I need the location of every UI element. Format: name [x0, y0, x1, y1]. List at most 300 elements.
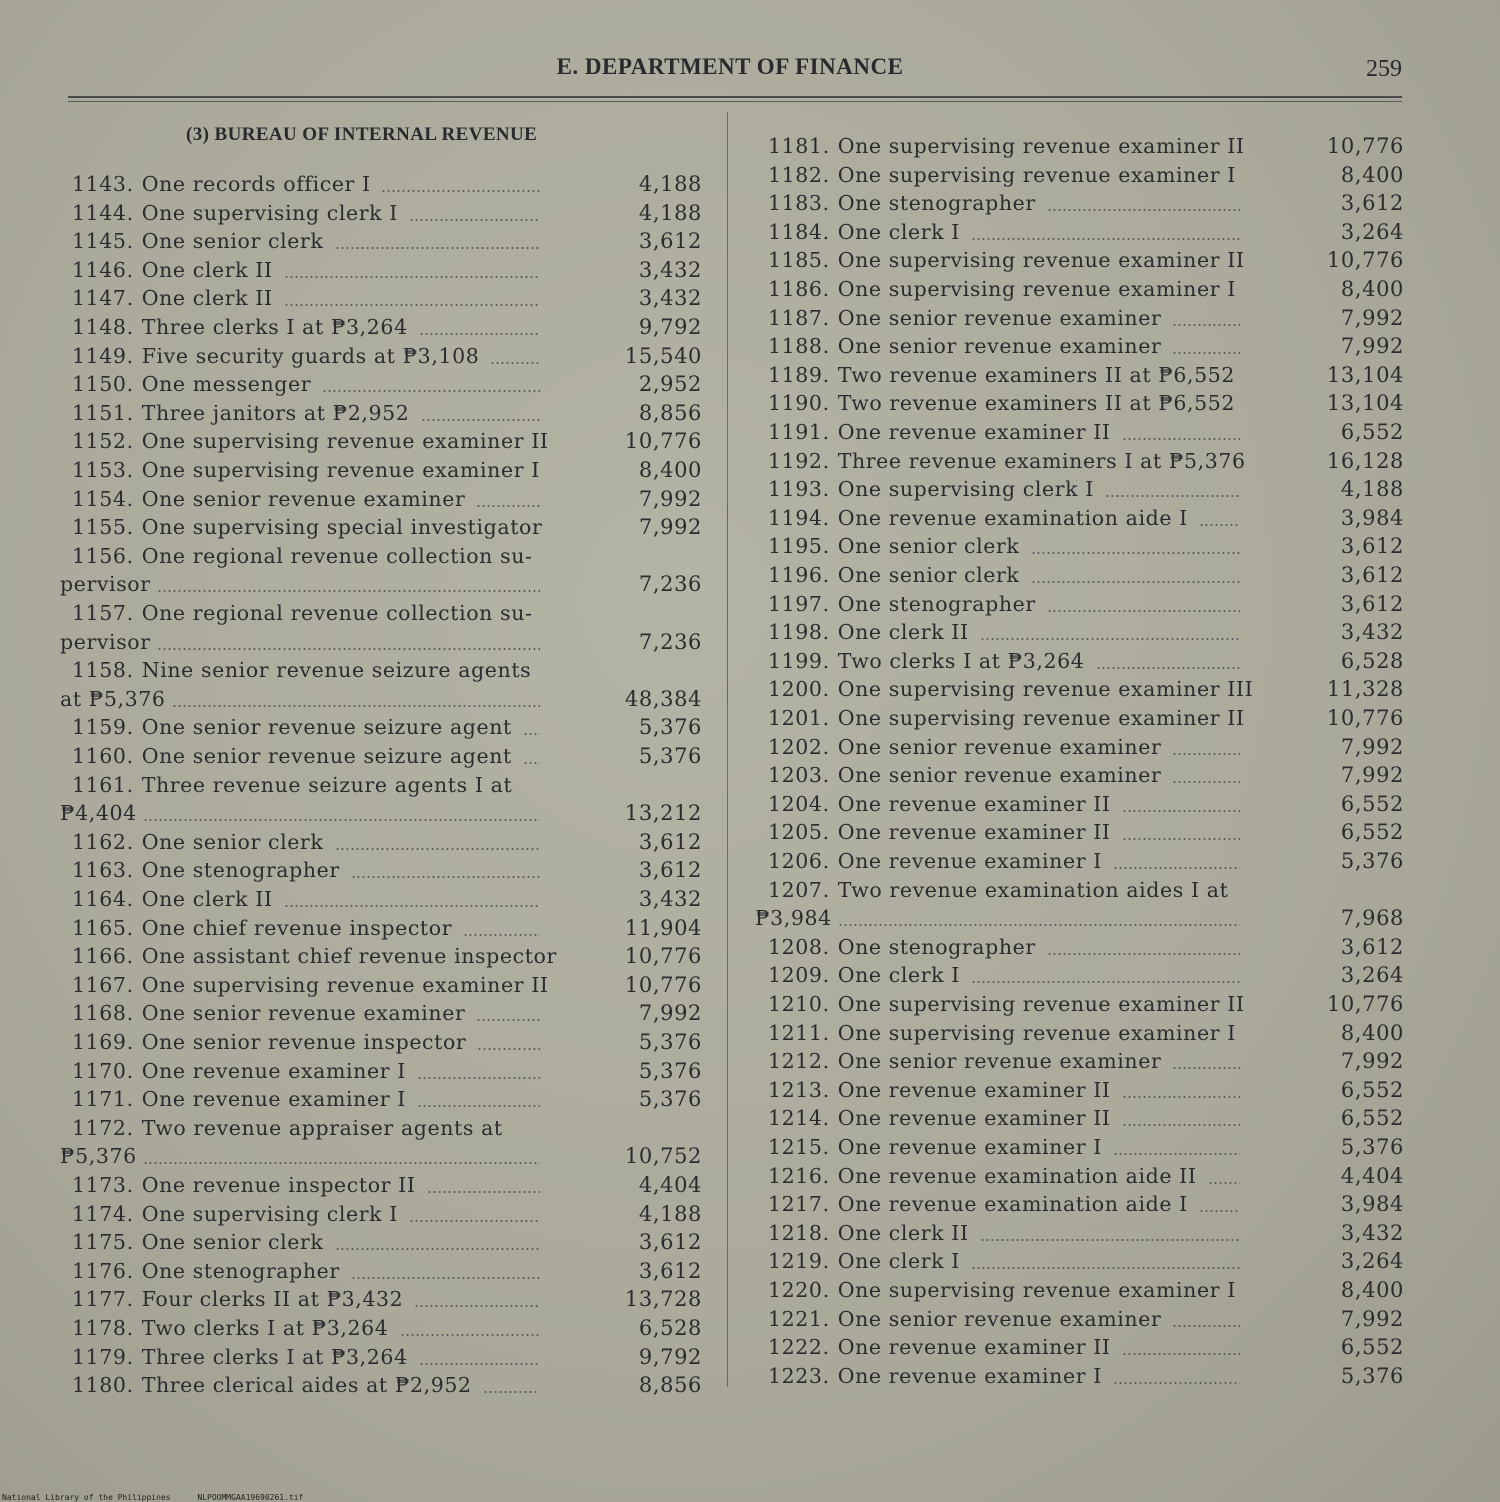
item-description: One clerk I	[837, 1249, 960, 1274]
item-amount: 5,376	[638, 715, 702, 740]
item-amount: 5,376	[638, 1058, 702, 1083]
item-description: One supervising revenue examiner II	[141, 972, 549, 997]
leader-dots	[476, 1019, 540, 1021]
item-number: 1155.	[72, 515, 134, 540]
item-description: One revenue examiner II	[837, 1335, 1111, 1360]
item-description: One stenographer	[141, 1258, 340, 1283]
leader-dots	[1172, 1067, 1240, 1069]
item-number: 1146.	[72, 257, 134, 282]
item-amount: 5,376	[638, 1087, 702, 1112]
item-number: 1144.	[72, 200, 134, 225]
item-number: 1194.	[768, 505, 830, 530]
item-description: One supervising revenue examiner II	[837, 134, 1245, 158]
item-description: Two clerks I at ₱3,264	[141, 1316, 389, 1340]
leader-dots	[381, 190, 540, 192]
leader-dots	[980, 638, 1240, 640]
item-amount: 4,188	[1340, 477, 1404, 502]
item-amount: 3,432	[638, 286, 702, 311]
item-number: 1176.	[72, 1258, 134, 1283]
item-description-continued: at ₱5,376	[60, 686, 166, 711]
item-amount: 8,400	[1340, 277, 1404, 301]
item-description: One clerk II	[141, 257, 273, 282]
leader-dots	[284, 304, 540, 306]
item-amount: 5,376	[638, 744, 702, 768]
item-description: One messenger	[141, 372, 312, 397]
item-amount: 3,432	[638, 257, 702, 282]
leader-dots	[523, 733, 540, 735]
item-description-continued: pervisor	[60, 629, 151, 654]
leader-dots	[421, 419, 540, 421]
item-description: One stenographer	[837, 591, 1036, 616]
item-amount: 7,992	[1340, 1049, 1404, 1074]
item-number: 1143.	[72, 172, 134, 196]
item-number: 1181.	[768, 134, 830, 158]
item-description: One assistant chief revenue inspector	[141, 944, 557, 969]
item-number: 1222.	[768, 1335, 830, 1360]
leader-dots	[1172, 753, 1240, 755]
item-number: 1203.	[768, 763, 830, 788]
item-number: 1186.	[768, 277, 830, 301]
item-number: 1168.	[72, 1001, 134, 1026]
item-number: 1195.	[768, 534, 830, 559]
item-amount: 3,264	[1340, 219, 1404, 244]
leader-dots	[1122, 438, 1240, 440]
item-amount: 6,552	[1340, 420, 1404, 444]
item-amount: 3,612	[638, 858, 702, 883]
leader-dots	[409, 1220, 540, 1222]
item-number: 1149.	[72, 343, 134, 368]
item-number: 1158.	[72, 658, 134, 683]
item-amount: 11,904	[624, 915, 702, 940]
item-number: 1169.	[72, 1030, 134, 1054]
leader-dots	[409, 219, 540, 221]
item-number: 1223.	[768, 1363, 830, 1388]
item-description: Two clerks I at ₱3,264	[837, 648, 1085, 673]
item-description: One revenue examiner II	[837, 820, 1111, 845]
item-description: One supervising revenue examiner I	[141, 458, 540, 482]
item-amount: 8,400	[1340, 1020, 1404, 1045]
item-number: 1160.	[72, 744, 134, 768]
item-amount: 3,432	[1340, 1220, 1404, 1245]
item-description: One senior revenue examiner	[837, 734, 1162, 759]
item-description: One revenue examiner II	[837, 420, 1111, 444]
leader-dots	[419, 1363, 540, 1365]
item-amount: 5,376	[638, 1030, 702, 1054]
item-number: 1166.	[72, 944, 134, 969]
item-amount: 3,264	[1340, 963, 1404, 988]
item-number: 1165.	[72, 915, 134, 940]
item-amount: 13,212	[624, 801, 702, 826]
leader-dots	[463, 934, 540, 936]
item-description: One regional revenue collection su-	[141, 543, 533, 568]
item-description: One supervising clerk I	[141, 200, 398, 225]
item-number: 1171.	[72, 1087, 134, 1112]
item-number: 1204.	[768, 791, 830, 816]
item-amount: 10,776	[1326, 248, 1404, 273]
item-description: One chief revenue inspector	[141, 915, 453, 940]
item-amount: 7,992	[638, 1001, 702, 1026]
item-description: Two revenue examination aides I at	[837, 877, 1229, 902]
item-description: One supervising revenue examiner II	[837, 248, 1245, 273]
item-description: One senior revenue seizure agent	[141, 744, 512, 768]
item-description: Two revenue examiners II at ₱6,552	[837, 391, 1236, 416]
item-number: 1174.	[72, 1201, 134, 1226]
item-amount: 10,776	[624, 429, 702, 454]
leader-dots	[1172, 781, 1240, 783]
item-description: One revenue examiner II	[837, 1106, 1111, 1131]
leader-dots	[351, 876, 540, 878]
item-number: 1214.	[768, 1106, 830, 1131]
leader-dots	[427, 1191, 540, 1193]
leader-dots	[322, 390, 540, 392]
leader-dots	[335, 1248, 540, 1250]
item-number: 1162.	[72, 829, 134, 854]
item-number: 1202.	[768, 734, 830, 759]
item-amount: 3,612	[638, 229, 702, 254]
item-number: 1216.	[768, 1163, 830, 1188]
item-description: One supervising revenue examiner III	[837, 677, 1254, 702]
item-description: One senior revenue examiner	[837, 1049, 1162, 1074]
item-amount: 3,612	[638, 829, 702, 854]
item-amount: 6,552	[1340, 820, 1404, 845]
item-amount: 7,992	[1340, 305, 1404, 330]
item-amount: 6,552	[1340, 1335, 1404, 1360]
item-amount: 7,992	[638, 486, 702, 511]
item-amount: 10,752	[624, 1144, 702, 1169]
leader-dots	[284, 905, 540, 907]
item-description: One records officer I	[141, 172, 371, 196]
column-divider	[727, 112, 728, 1387]
item-amount: 10,776	[1326, 134, 1404, 158]
item-description: One revenue examiner II	[837, 791, 1111, 816]
leader-dots	[1031, 552, 1240, 554]
item-description: Nine senior revenue seizure agents	[141, 658, 532, 683]
item-description: One revenue examiner I	[837, 849, 1102, 873]
item-amount: 4,188	[638, 200, 702, 225]
item-amount: 16,128	[1326, 448, 1404, 473]
leader-dots	[414, 1305, 540, 1307]
item-amount: 8,400	[1340, 162, 1404, 187]
item-description: One revenue inspector II	[141, 1173, 416, 1197]
item-number: 1179.	[72, 1344, 134, 1369]
leader-dots	[419, 333, 540, 335]
leader-dots	[1122, 838, 1240, 840]
item-description: One senior revenue inspector	[141, 1030, 467, 1054]
item-amount: 10,776	[1326, 706, 1404, 730]
item-number: 1192.	[768, 448, 830, 473]
item-number: 1170.	[72, 1058, 134, 1083]
item-amount: 10,776	[1326, 992, 1404, 1016]
item-description: One supervising clerk I	[141, 1201, 398, 1226]
leader-dots	[483, 1391, 540, 1393]
leader-dots	[157, 648, 540, 650]
item-number: 1193.	[768, 477, 830, 502]
item-description: One clerk I	[837, 219, 960, 244]
leader-dots	[1105, 495, 1240, 497]
leader-dots	[1113, 1382, 1240, 1384]
item-amount: 7,992	[1340, 763, 1404, 788]
scan-footer	[2, 1493, 325, 1502]
item-description: One revenue examination aide I	[837, 1192, 1188, 1217]
item-number: 1173.	[72, 1173, 134, 1197]
item-number: 1210.	[768, 992, 830, 1016]
item-description: One supervising clerk I	[837, 477, 1094, 502]
item-number: 1180.	[72, 1373, 134, 1398]
item-number: 1221.	[768, 1306, 830, 1331]
item-description-continued: ₱5,376	[60, 1144, 137, 1169]
item-description: Five security guards at ₱3,108	[141, 343, 480, 368]
item-amount: 13,104	[1326, 391, 1404, 416]
item-amount: 7,992	[1340, 1306, 1404, 1331]
leader-dots	[1047, 209, 1240, 211]
item-description: One stenographer	[141, 858, 340, 883]
item-description: One senior revenue examiner	[837, 1306, 1162, 1331]
item-amount: 3,612	[638, 1230, 702, 1255]
item-number: 1211.	[768, 1020, 830, 1045]
item-amount: 3,612	[1340, 591, 1404, 616]
item-number: 1161.	[72, 772, 134, 797]
item-amount: 10,776	[624, 944, 702, 969]
item-description: One clerk II	[141, 887, 273, 911]
item-amount: 8,400	[638, 458, 702, 482]
leader-dots	[476, 505, 540, 507]
leader-dots	[1122, 810, 1240, 812]
item-amount: 13,104	[1326, 362, 1404, 387]
item-number: 1177.	[72, 1287, 134, 1312]
leader-dots	[1113, 1153, 1240, 1155]
item-number: 1172.	[72, 1115, 134, 1140]
item-description: One supervising revenue examiner II	[141, 429, 549, 454]
item-description: One clerk II	[837, 620, 969, 645]
item-description: One senior clerk	[141, 829, 324, 854]
item-amount: 5,376	[1340, 1363, 1404, 1388]
item-description: One supervising revenue examiner II	[837, 706, 1245, 730]
item-amount: 4,404	[1340, 1163, 1404, 1188]
leader-dots	[400, 1334, 540, 1336]
section-heading: (3) BUREAU OF INTERNAL REVENUE	[186, 124, 538, 145]
item-description: One senior clerk	[141, 1230, 324, 1255]
item-description: Four clerks II at ₱3,432	[141, 1287, 404, 1312]
leader-dots	[1122, 1353, 1240, 1355]
item-description: One senior clerk	[141, 229, 324, 254]
item-number: 1218.	[768, 1220, 830, 1245]
item-description: Three revenue examiners I at ₱5,376	[837, 448, 1246, 473]
item-number: 1212.	[768, 1049, 830, 1074]
item-description: One supervising revenue examiner II	[837, 992, 1245, 1016]
item-amount: 7,992	[638, 515, 702, 540]
leader-dots	[1031, 581, 1240, 583]
item-description-continued: ₱4,404	[60, 801, 137, 826]
item-description: One senior clerk	[837, 563, 1020, 587]
leader-dots	[1047, 953, 1240, 955]
scan-filename: NLPOOMMGAA19690261.tif	[197, 1493, 304, 1502]
item-number: 1156.	[72, 543, 134, 568]
item-description: One clerk II	[141, 286, 273, 311]
item-amount: 10,776	[624, 972, 702, 997]
item-amount: 8,856	[638, 1373, 702, 1398]
item-number: 1178.	[72, 1316, 134, 1340]
item-number: 1152.	[72, 429, 134, 454]
leader-dots	[1208, 1182, 1240, 1184]
item-description: Three clerks I at ₱3,264	[141, 315, 408, 339]
item-description: One revenue examiner I	[141, 1087, 406, 1112]
item-description: Three revenue seizure agents I at	[141, 772, 513, 797]
item-number: 1164.	[72, 887, 134, 911]
item-description: One revenue examiner II	[837, 1077, 1111, 1102]
item-amount: 3,612	[1340, 563, 1404, 587]
item-number: 1175.	[72, 1230, 134, 1255]
item-number: 1182.	[768, 162, 830, 187]
item-amount: 6,528	[638, 1316, 702, 1340]
leader-dots	[971, 238, 1240, 240]
item-description: One senior revenue examiner	[837, 334, 1162, 359]
item-number: 1213.	[768, 1077, 830, 1102]
item-number: 1189.	[768, 362, 830, 387]
item-description: One supervising revenue examiner I	[837, 162, 1236, 187]
leader-dots	[1172, 324, 1240, 326]
item-number: 1205.	[768, 820, 830, 845]
item-number: 1187.	[768, 305, 830, 330]
leader-dots	[1047, 610, 1240, 612]
item-description: One supervising revenue examiner I	[837, 1278, 1236, 1302]
item-number: 1190.	[768, 391, 830, 416]
item-description: One supervising revenue examiner I	[837, 277, 1236, 301]
leader-dots	[1122, 1096, 1240, 1098]
leader-dots	[172, 705, 540, 707]
item-description: Three clerical aides at ₱2,952	[141, 1373, 472, 1398]
leader-dots	[1096, 667, 1240, 669]
item-description: One clerk II	[837, 1220, 969, 1245]
item-number: 1199.	[768, 648, 830, 673]
item-amount: 4,404	[638, 1173, 702, 1197]
item-description: One revenue examiner I	[141, 1058, 406, 1083]
item-amount: 7,968	[1340, 906, 1404, 931]
item-amount: 3,612	[638, 1258, 702, 1283]
item-amount: 8,856	[638, 400, 702, 425]
item-number: 1209.	[768, 963, 830, 988]
item-description: One revenue examiner I	[837, 1363, 1102, 1388]
header-rule	[68, 96, 1402, 98]
item-amount: 4,188	[638, 172, 702, 196]
item-amount: 6,528	[1340, 648, 1404, 673]
item-number: 1207.	[768, 877, 830, 902]
item-amount: 7,992	[1340, 734, 1404, 759]
item-number: 1145.	[72, 229, 134, 254]
library-credit: National Library of the Philippines	[2, 1493, 171, 1502]
item-number: 1191.	[768, 420, 830, 444]
item-number: 1153.	[72, 458, 134, 482]
item-amount: 3,264	[1340, 1249, 1404, 1274]
item-number: 1200.	[768, 677, 830, 702]
item-number: 1163.	[72, 858, 134, 883]
item-description: Two revenue examiners II at ₱6,552	[837, 362, 1236, 387]
leader-dots	[143, 1162, 540, 1164]
item-number: 1183.	[768, 191, 830, 216]
leader-dots	[1172, 352, 1240, 354]
item-amount: 6,552	[1340, 791, 1404, 816]
item-description-continued: ₱3,984	[755, 906, 832, 931]
item-description: Three janitors at ₱2,952	[141, 400, 410, 425]
item-number: 1147.	[72, 286, 134, 311]
item-amount: 9,792	[638, 1344, 702, 1369]
item-description: One senior revenue examiner	[141, 486, 466, 511]
item-amount: 3,432	[1340, 620, 1404, 645]
item-description: One senior revenue examiner	[141, 1001, 466, 1026]
item-number: 1196.	[768, 563, 830, 587]
item-amount: 9,792	[638, 315, 702, 339]
item-amount: 3,612	[1340, 534, 1404, 559]
item-amount: 6,552	[1340, 1077, 1404, 1102]
item-description: One stenographer	[837, 934, 1036, 959]
item-amount: 2,952	[638, 372, 702, 397]
leader-dots	[838, 924, 1240, 926]
leader-dots	[1122, 1124, 1240, 1126]
item-description: One supervising special investigator	[141, 515, 543, 540]
item-number: 1197.	[768, 591, 830, 616]
item-number: 1198.	[768, 620, 830, 645]
item-amount: 13,728	[624, 1287, 702, 1312]
item-amount: 48,384	[624, 686, 702, 711]
item-number: 1219.	[768, 1249, 830, 1274]
leader-dots	[284, 276, 540, 278]
leader-dots	[417, 1105, 540, 1107]
item-description: One supervising revenue examiner I	[837, 1020, 1236, 1045]
item-number: 1220.	[768, 1278, 830, 1302]
page-header-title: E. DEPARTMENT OF FINANCE	[556, 54, 904, 79]
leader-dots	[971, 1267, 1240, 1269]
item-amount: 3,432	[638, 887, 702, 911]
item-amount: 11,328	[1326, 677, 1404, 702]
item-amount: 6,552	[1340, 1106, 1404, 1131]
leader-dots	[335, 247, 540, 249]
item-number: 1150.	[72, 372, 134, 397]
leader-dots	[971, 981, 1240, 983]
leader-dots	[351, 1277, 540, 1279]
item-description: One revenue examination aide I	[837, 505, 1188, 530]
leader-dots	[1199, 524, 1240, 526]
item-number: 1217.	[768, 1192, 830, 1217]
item-number: 1167.	[72, 972, 134, 997]
item-number: 1208.	[768, 934, 830, 959]
item-amount: 3,612	[1340, 191, 1404, 216]
item-description: Two revenue appraiser agents at	[141, 1115, 503, 1140]
item-number: 1148.	[72, 315, 134, 339]
item-number: 1188.	[768, 334, 830, 359]
item-description: One clerk I	[837, 963, 960, 988]
leader-dots	[490, 362, 540, 364]
item-amount: 3,984	[1340, 505, 1404, 530]
item-number: 1159.	[72, 715, 134, 740]
item-description: One stenographer	[837, 191, 1036, 216]
item-amount: 4,188	[638, 1201, 702, 1226]
leader-dots	[417, 1077, 540, 1079]
item-number: 1151.	[72, 400, 134, 425]
item-number: 1206.	[768, 849, 830, 873]
item-amount: 7,236	[638, 629, 702, 654]
item-description: One regional revenue collection su-	[141, 601, 533, 625]
leader-dots	[1113, 867, 1240, 869]
item-number: 1154.	[72, 486, 134, 511]
item-amount: 7,236	[638, 572, 702, 597]
item-description: One senior revenue examiner	[837, 763, 1162, 788]
leader-dots	[980, 1239, 1240, 1241]
item-amount: 3,612	[1340, 934, 1404, 959]
item-number: 1215.	[768, 1135, 830, 1159]
item-number: 1157.	[72, 601, 134, 625]
leader-dots	[143, 819, 540, 821]
item-description: Three clerks I at ₱3,264	[141, 1344, 408, 1369]
leader-dots	[523, 762, 540, 764]
